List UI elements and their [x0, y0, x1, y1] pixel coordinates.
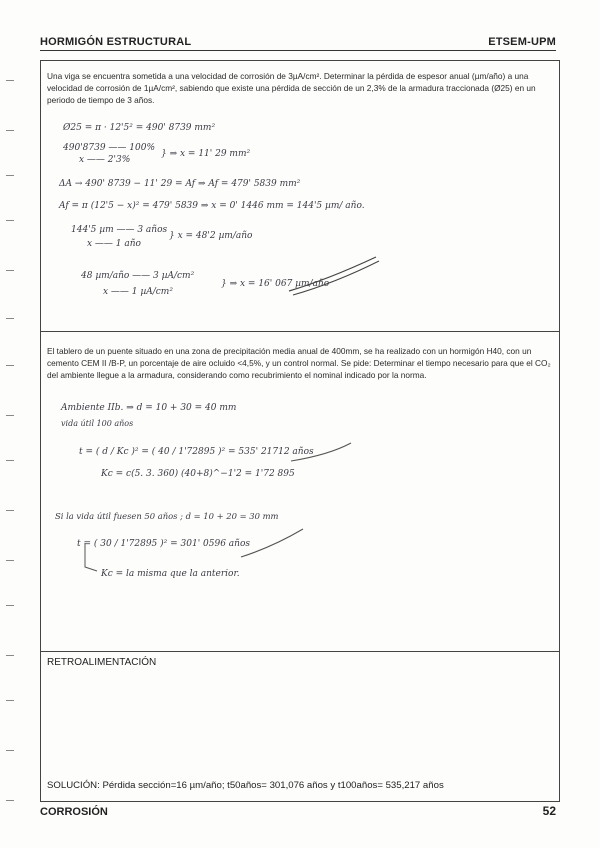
hand-line: x —— 1 año: [87, 239, 141, 249]
hand-line: vida útil 100 años: [61, 419, 134, 428]
page-footer: [40, 806, 556, 820]
hand-line: t = ( d / Kc )² = ( 40 / 1'72895 )² = 535' 21712 años: [79, 447, 314, 457]
problem-1: [41, 61, 559, 332]
hand-line: Af = π (12'5 − x)² = 479' 5839 ⇒ x = 0' 1446 mm = 144'5 µm/ año.: [59, 201, 365, 211]
hand-line: 48 µm/año —— 3 µA/cm²: [81, 271, 195, 281]
hand-line: ΔA → 490' 8739 − 11' 29 = Af ⇒ Af = 479' 5839 mm²: [59, 179, 301, 189]
footer-topic: CORROSIÓN: [40, 806, 108, 818]
answer-underline: [41, 331, 559, 651]
answer-underline: [41, 61, 559, 331]
hand-line: Kc = la misma que la anterior.: [101, 569, 240, 579]
feedback-title: RETROALIMENTACIÓN: [47, 657, 157, 668]
hand-line: x —— 1 µA/cm²: [103, 287, 173, 297]
hand-line: Si la vida útil fuesen 50 años ; d = 10 + 20 = 30 mm: [55, 511, 279, 521]
problem-2: [41, 331, 559, 652]
header-subject: HORMIGÓN ESTRUCTURAL: [40, 36, 192, 48]
exercise-frame: [40, 60, 560, 802]
hand-line: Ambiente IIb. ⇒ d = 10 + 30 = 40 mm: [61, 403, 237, 413]
hand-line: 490'8739 —— 100%: [63, 143, 156, 153]
hand-line: x —— 2'3%: [79, 155, 131, 165]
problem-1-statement: Una viga se encuentra sometida a una velocidad de corrosión de 3µA/cm². Determinar la pérdida de espesor anual (µm/año) a una velocidad de corrosión de 1µA/cm², sabiendo que existe una pérdida de sección de un 2,3% de la armadura traccionada (Ø25) en un periodo de tiempo de 3 años.: [47, 71, 536, 105]
page-number: 52: [542, 804, 556, 818]
page-header: [40, 34, 556, 51]
problem-2-statement: El tablero de un puente situado en una zona de precipitación media anual de 400mm, se ha realizado con un hormigón H40, con un cemento CEM II /B-P, un porcentaje de aire ocluido <4,5%, y un control normal. Se pide: Determinar el tiempo necesario para que el CO₂ del ambiente llegue a la armadura, considerando como recubrimiento el nominal indicado por la norma.: [47, 346, 551, 380]
hand-line: } ⇒ x = 11' 29 mm²: [161, 149, 251, 159]
hand-line: } x = 48'2 µm/año: [169, 231, 253, 241]
hand-line: Ø25 = π · 12'5² = 490' 8739 mm²: [63, 123, 216, 133]
feedback-section: [41, 651, 559, 801]
hand-line: } ⇒ x = 16' 067 µm/año: [221, 279, 330, 289]
hand-line: Kc = c(5. 3. 360) (40+8)^−1'2 = 1'72 895: [101, 469, 295, 479]
solution-text: SOLUCIÓN: Pérdida sección=16 µm/año; t50años= 301,076 años y t100años= 535,217 años: [47, 780, 444, 791]
hand-line: t = ( 30 / 1'72895 )² = 301' 0596 años: [77, 539, 251, 549]
hand-line: 144'5 µm —— 3 años: [71, 225, 168, 235]
header-institution: ETSEM-UPM: [488, 36, 556, 48]
binder-margin: [6, 0, 16, 848]
